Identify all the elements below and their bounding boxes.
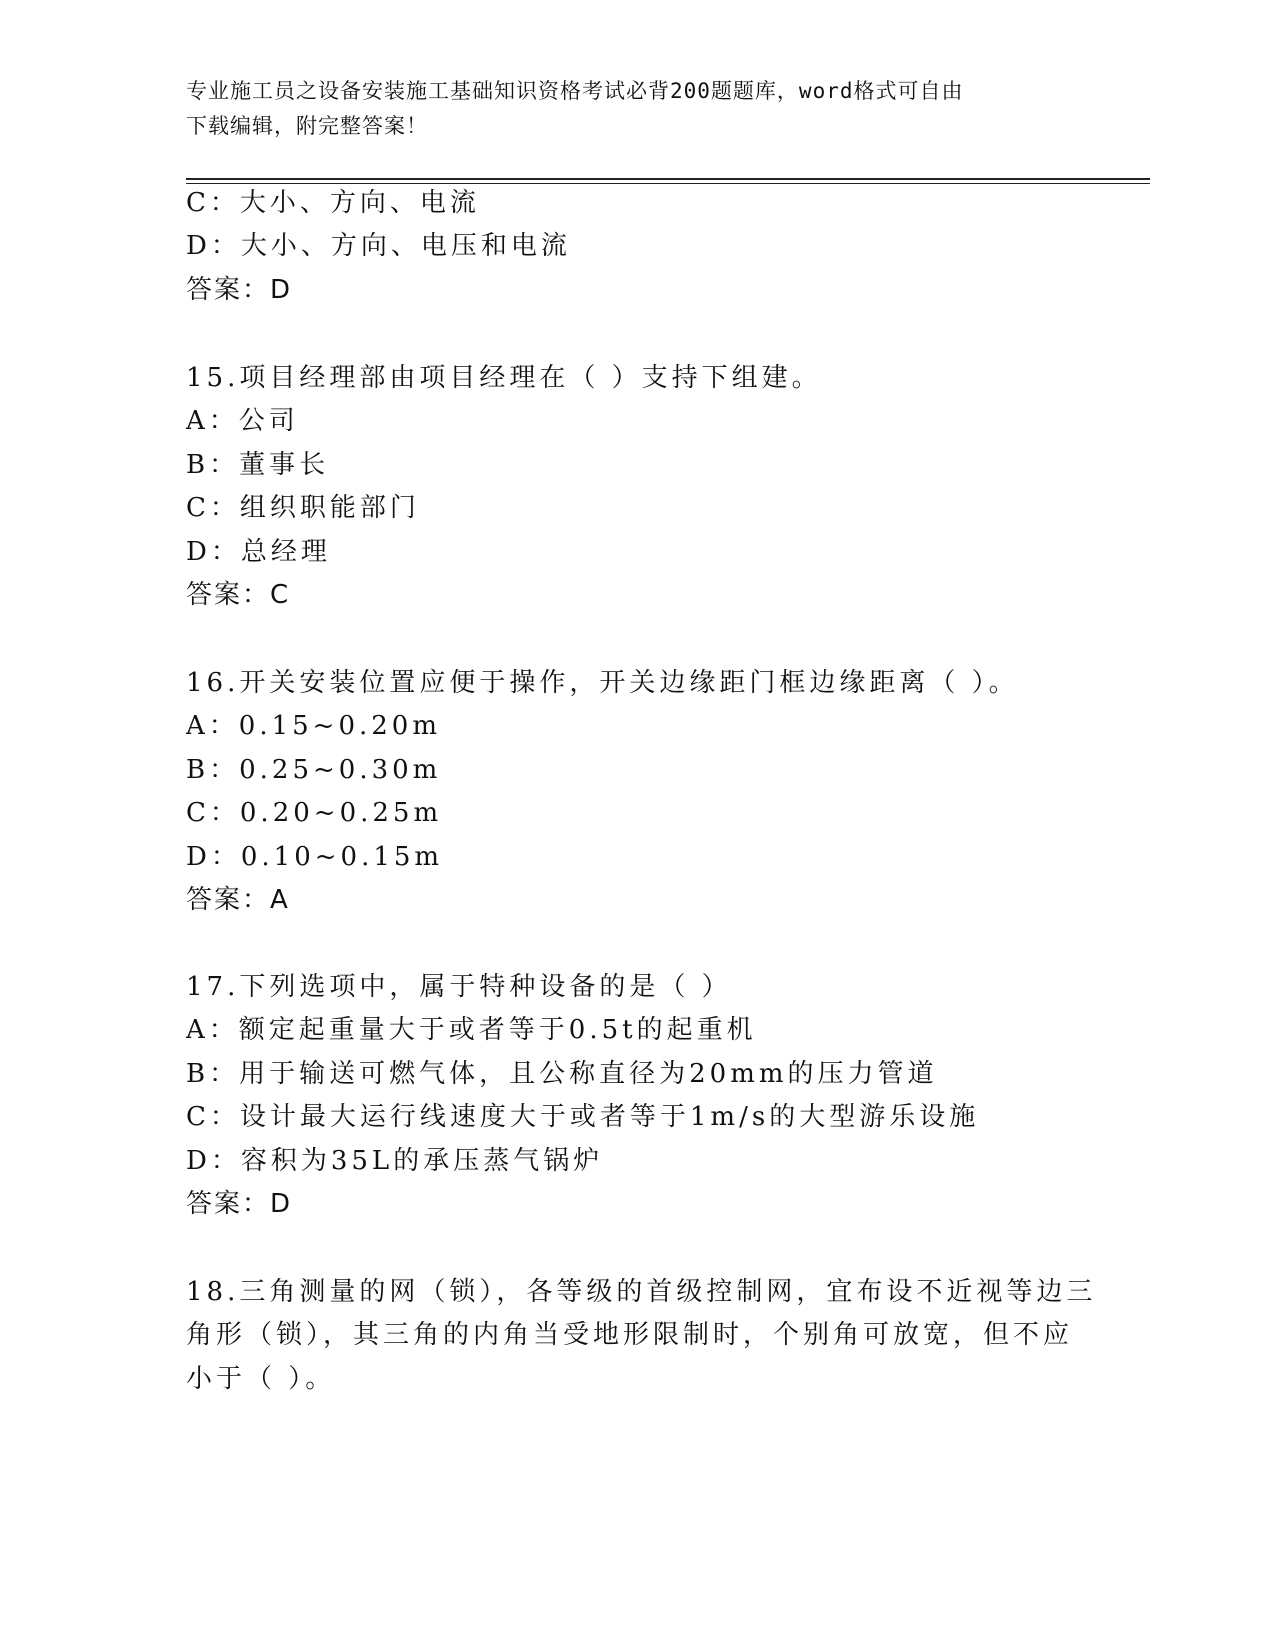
q16-option-c: C：0.20~0.25m (186, 798, 443, 828)
document-header (186, 74, 1066, 144)
q15-stem: 15.项目经理部由项目经理在（ ）支持下组建。 (186, 363, 822, 393)
header-rule-thick (186, 178, 1150, 180)
q18-stem-line-2: 角形（锁），其三角的内角当受地形限制时，个别角可放宽，但不应 (186, 1320, 1074, 1350)
q15-option-d: D：总经理 (186, 537, 331, 567)
q14-answer: 答案：D (186, 275, 293, 305)
q17-option-c: C：设计最大运行线速度大于或者等于1m/s的大型游乐设施 (186, 1102, 980, 1132)
header-line-2: 下载编辑，附完整答案！ (186, 114, 428, 138)
header-rule-thin (186, 183, 1150, 184)
q16-option-b: B：0.25~0.30m (186, 755, 442, 785)
q15-option-c: C：组织职能部门 (186, 493, 420, 523)
q17-option-d: D：容积为35L的承压蒸气锅炉 (186, 1146, 604, 1176)
q17-option-b: B：用于输送可燃气体，且公称直径为20mm的压力管道 (186, 1059, 938, 1089)
q15-answer: 答案：C (186, 580, 291, 610)
q16-option-a: A：0.15~0.20m (186, 711, 441, 741)
q14-option-d: D：大小、方向、电压和电流 (186, 231, 571, 261)
header-line-1: 专业施工员之设备安装施工基础知识资格考试必背200题题库，word格式可自由 (186, 79, 964, 103)
q16-stem: 16.开关安装位置应便于操作，开关边缘距门框边缘距离（ ）。 (186, 668, 1019, 698)
q18-stem-line-3: 小于（ ）。 (186, 1364, 336, 1394)
q17-answer: 答案：D (186, 1189, 293, 1219)
q17-stem: 17.下列选项中，属于特种设备的是（ ） (186, 972, 732, 1002)
q15-option-b: B：董事长 (186, 450, 330, 480)
q17-option-a: A：额定起重量大于或者等于0.5t的起重机 (186, 1015, 757, 1045)
q14-option-c: C：大小、方向、电流 (186, 188, 480, 218)
q15-option-a: A：公司 (186, 406, 299, 436)
q18-stem-line-1: 18.三角测量的网（锁），各等级的首级控制网，宜布设不近视等边三 (186, 1277, 1097, 1307)
q16-option-d: D：0.10~0.15m (186, 842, 444, 872)
q16-answer: 答案：A (186, 885, 290, 915)
